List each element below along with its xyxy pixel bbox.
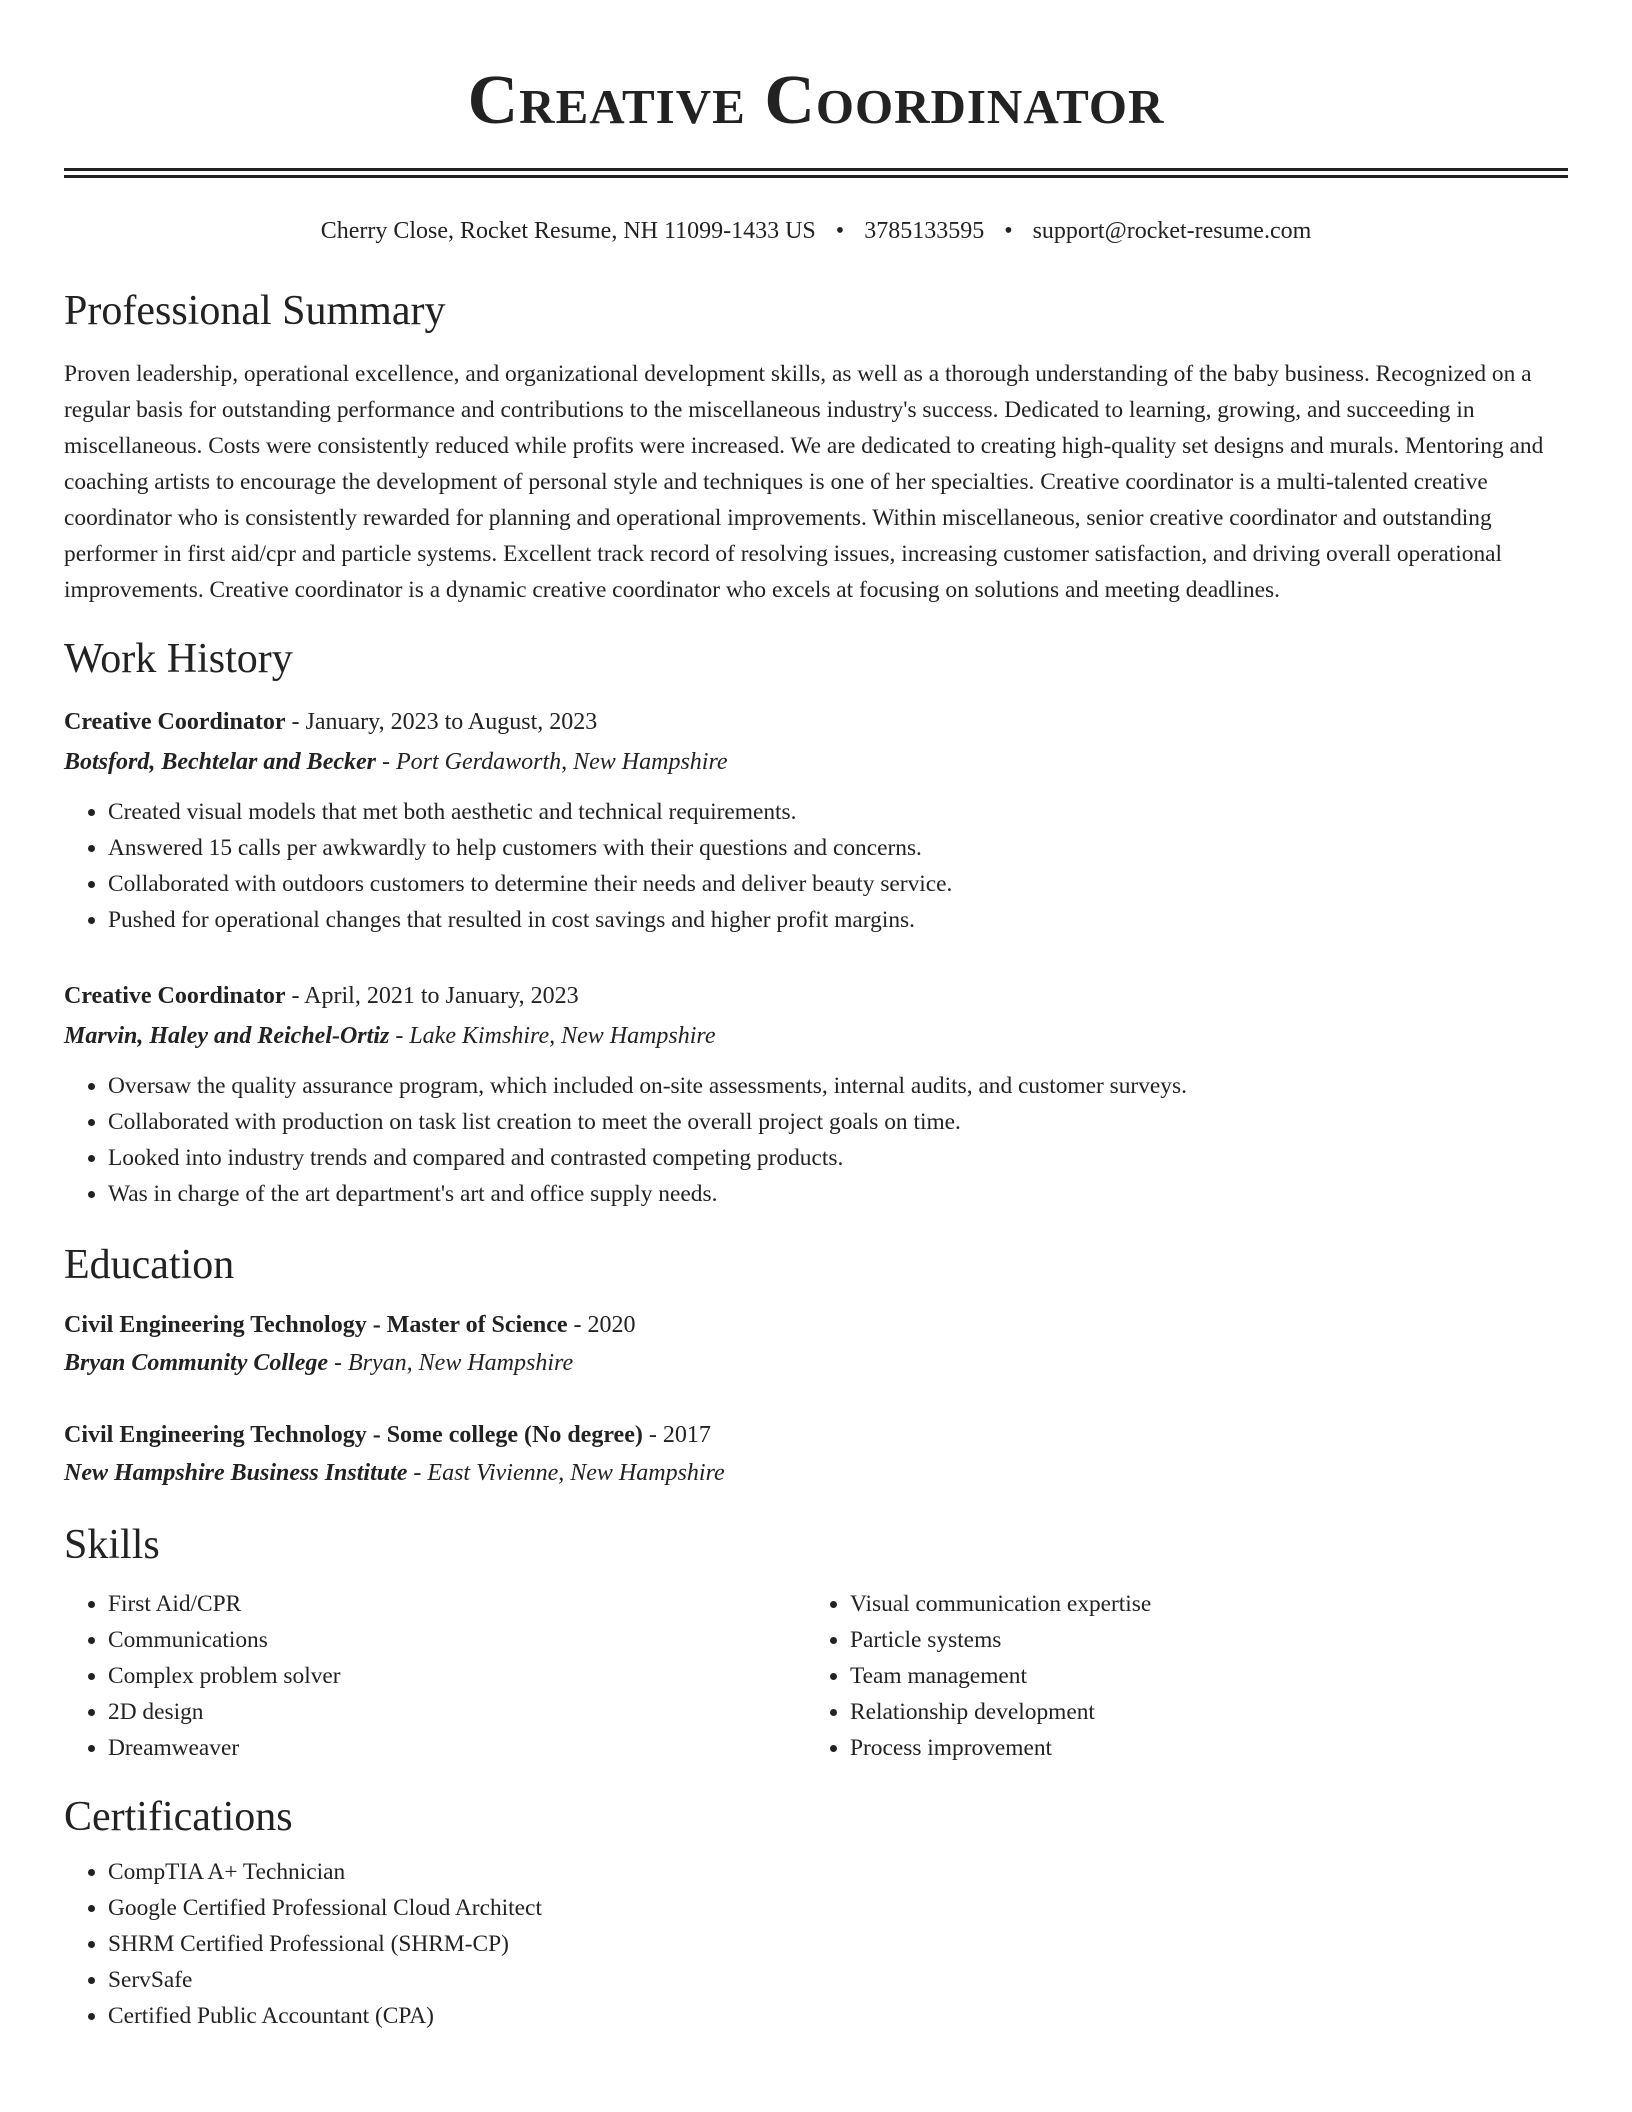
education-institution	[64, 1454, 1568, 1492]
job-location: - Lake Kimshire, New Hampshire	[389, 1023, 716, 1049]
skills-grid	[64, 1586, 1568, 1766]
education-school: Bryan Community College	[64, 1350, 329, 1376]
work-history-heading: Work History	[64, 636, 293, 682]
education-institution	[64, 1344, 1568, 1382]
certifications-list	[64, 1854, 1568, 2034]
summary-heading: Professional Summary	[64, 288, 446, 334]
skill-item: • Team management	[850, 1658, 1548, 1694]
header-double-rule	[64, 168, 1568, 178]
job-dates: - April, 2021 to January, 2023	[285, 983, 579, 1009]
job-header	[64, 976, 1568, 1016]
education-location: - Bryan, New Hampshire	[328, 1350, 574, 1376]
education-header	[64, 1306, 1568, 1344]
skill-item: • First Aid/CPR	[108, 1586, 806, 1622]
education-entry	[64, 1306, 1568, 1382]
job-title: Creative Coordinator	[64, 709, 286, 735]
skill-item: • Dreamweaver	[108, 1730, 806, 1766]
contact-address: Cherry Close, Rocket Resume, NH 11099-1433 US	[320, 218, 816, 244]
job-company: Marvin, Haley and Reichel-Ortiz	[64, 1023, 390, 1049]
education-header	[64, 1416, 1568, 1454]
skill-item: • Visual communication expertise	[850, 1586, 1548, 1622]
education-year: - 2020	[567, 1312, 636, 1338]
candidate-name: Creative Coordinator	[467, 62, 1165, 139]
skill-item: • Communications	[108, 1622, 806, 1658]
certifications-heading: Certifications	[64, 1794, 293, 1840]
job-bullet: • Collaborated with outdoors customers to determine their needs and deliver beauty service.	[108, 866, 1568, 902]
job-company: Botsford, Bechtelar and Becker	[64, 749, 376, 775]
job-bullet: • Created visual models that met both aesthetic and technical requirements.	[108, 794, 1568, 830]
education-heading: Education	[64, 1242, 235, 1288]
skill-item: • Relationship development	[850, 1694, 1548, 1730]
skill-item: • Process improvement	[850, 1730, 1548, 1766]
education-degree: Civil Engineering Technology - Some college (No degree)	[64, 1422, 643, 1448]
contact-email: support@rocket-resume.com	[1032, 218, 1312, 244]
education-degree: Civil Engineering Technology - Master of Science	[64, 1312, 568, 1338]
skills-left-column	[64, 1586, 806, 1766]
certification-item: • Certified Public Accountant (CPA)	[108, 1998, 1568, 2034]
skill-item: • Particle systems	[850, 1622, 1548, 1658]
job-bullet: • Collaborated with production on task list creation to meet the overall project goals on time.	[108, 1104, 1568, 1140]
contact-separator: •	[835, 218, 845, 244]
education-entry	[64, 1416, 1568, 1492]
certification-item: • Google Certified Professional Cloud Architect	[108, 1890, 1568, 1926]
certification-item: • SHRM Certified Professional (SHRM-CP)	[108, 1926, 1568, 1962]
job-location: - Port Gerdaworth, New Hampshire	[376, 749, 728, 775]
skill-item: • 2D design	[108, 1694, 806, 1730]
contact-phone: 3785133595	[864, 218, 985, 244]
contact-line	[64, 216, 1568, 246]
skill-item: • Complex problem solver	[108, 1658, 806, 1694]
job-header	[64, 702, 1568, 742]
education-school: New Hampshire Business Institute	[64, 1460, 408, 1486]
certification-item: • CompTIA A+ Technician	[108, 1854, 1568, 1890]
job-title: Creative Coordinator	[64, 983, 286, 1009]
contact-separator: •	[1004, 218, 1013, 244]
education-location: - East Vivienne, New Hampshire	[407, 1460, 725, 1486]
summary-text: Proven leadership, operational excellence, and organizational development skills, as well as a thorough understanding of the baby business. Recognized on a regular basis for outstanding performance and contributions to the miscellaneous industry's success. Dedicated to learning, growing, and succeeding in miscellaneous. Costs were consistently reduced while profits were increased. We are dedicated to creating high-quality set designs and murals. Mentoring and coaching artists to encourage the development of personal style and techniques is one of her specialties. Creative coordinator is a multi-talented creative coordinator who is consistently rewarded for planning and operational improvements. Within miscellaneous, senior creative coordinator and outstanding performer in first aid/cpr and particle systems. Excellent track record of resolving issues, increasing customer satisfaction, and driving overall operational improvements. Creative coordinator is a dynamic creative coordinator who excels at focusing on solutions and meeting deadlines.	[64, 361, 1544, 603]
job-employer	[64, 742, 1568, 782]
job-bullet: • Oversaw the quality assurance program, which included on-site assessments, internal audits, and customer surveys.	[108, 1068, 1568, 1104]
job-bullet: • Looked into industry trends and compared and contrasted competing products.	[108, 1140, 1568, 1176]
job-entry	[64, 976, 1568, 1212]
job-bullet: • Pushed for operational changes that resulted in cost savings and higher profit margins.	[108, 902, 1568, 938]
job-employer	[64, 1016, 1568, 1056]
certification-item: • ServSafe	[108, 1962, 1568, 1998]
skills-heading: Skills	[64, 1522, 160, 1568]
job-entry	[64, 702, 1568, 938]
skills-right-column	[806, 1586, 1548, 1766]
education-year: - 2017	[642, 1422, 711, 1448]
job-bullets	[64, 794, 1568, 938]
job-dates: - January, 2023 to August, 2023	[285, 709, 598, 735]
job-bullet: • Was in charge of the art department's art and office supply needs.	[108, 1176, 1568, 1212]
job-bullet: • Answered 15 calls per awkwardly to help customers with their questions and concerns.	[108, 830, 1568, 866]
job-bullets	[64, 1068, 1568, 1212]
